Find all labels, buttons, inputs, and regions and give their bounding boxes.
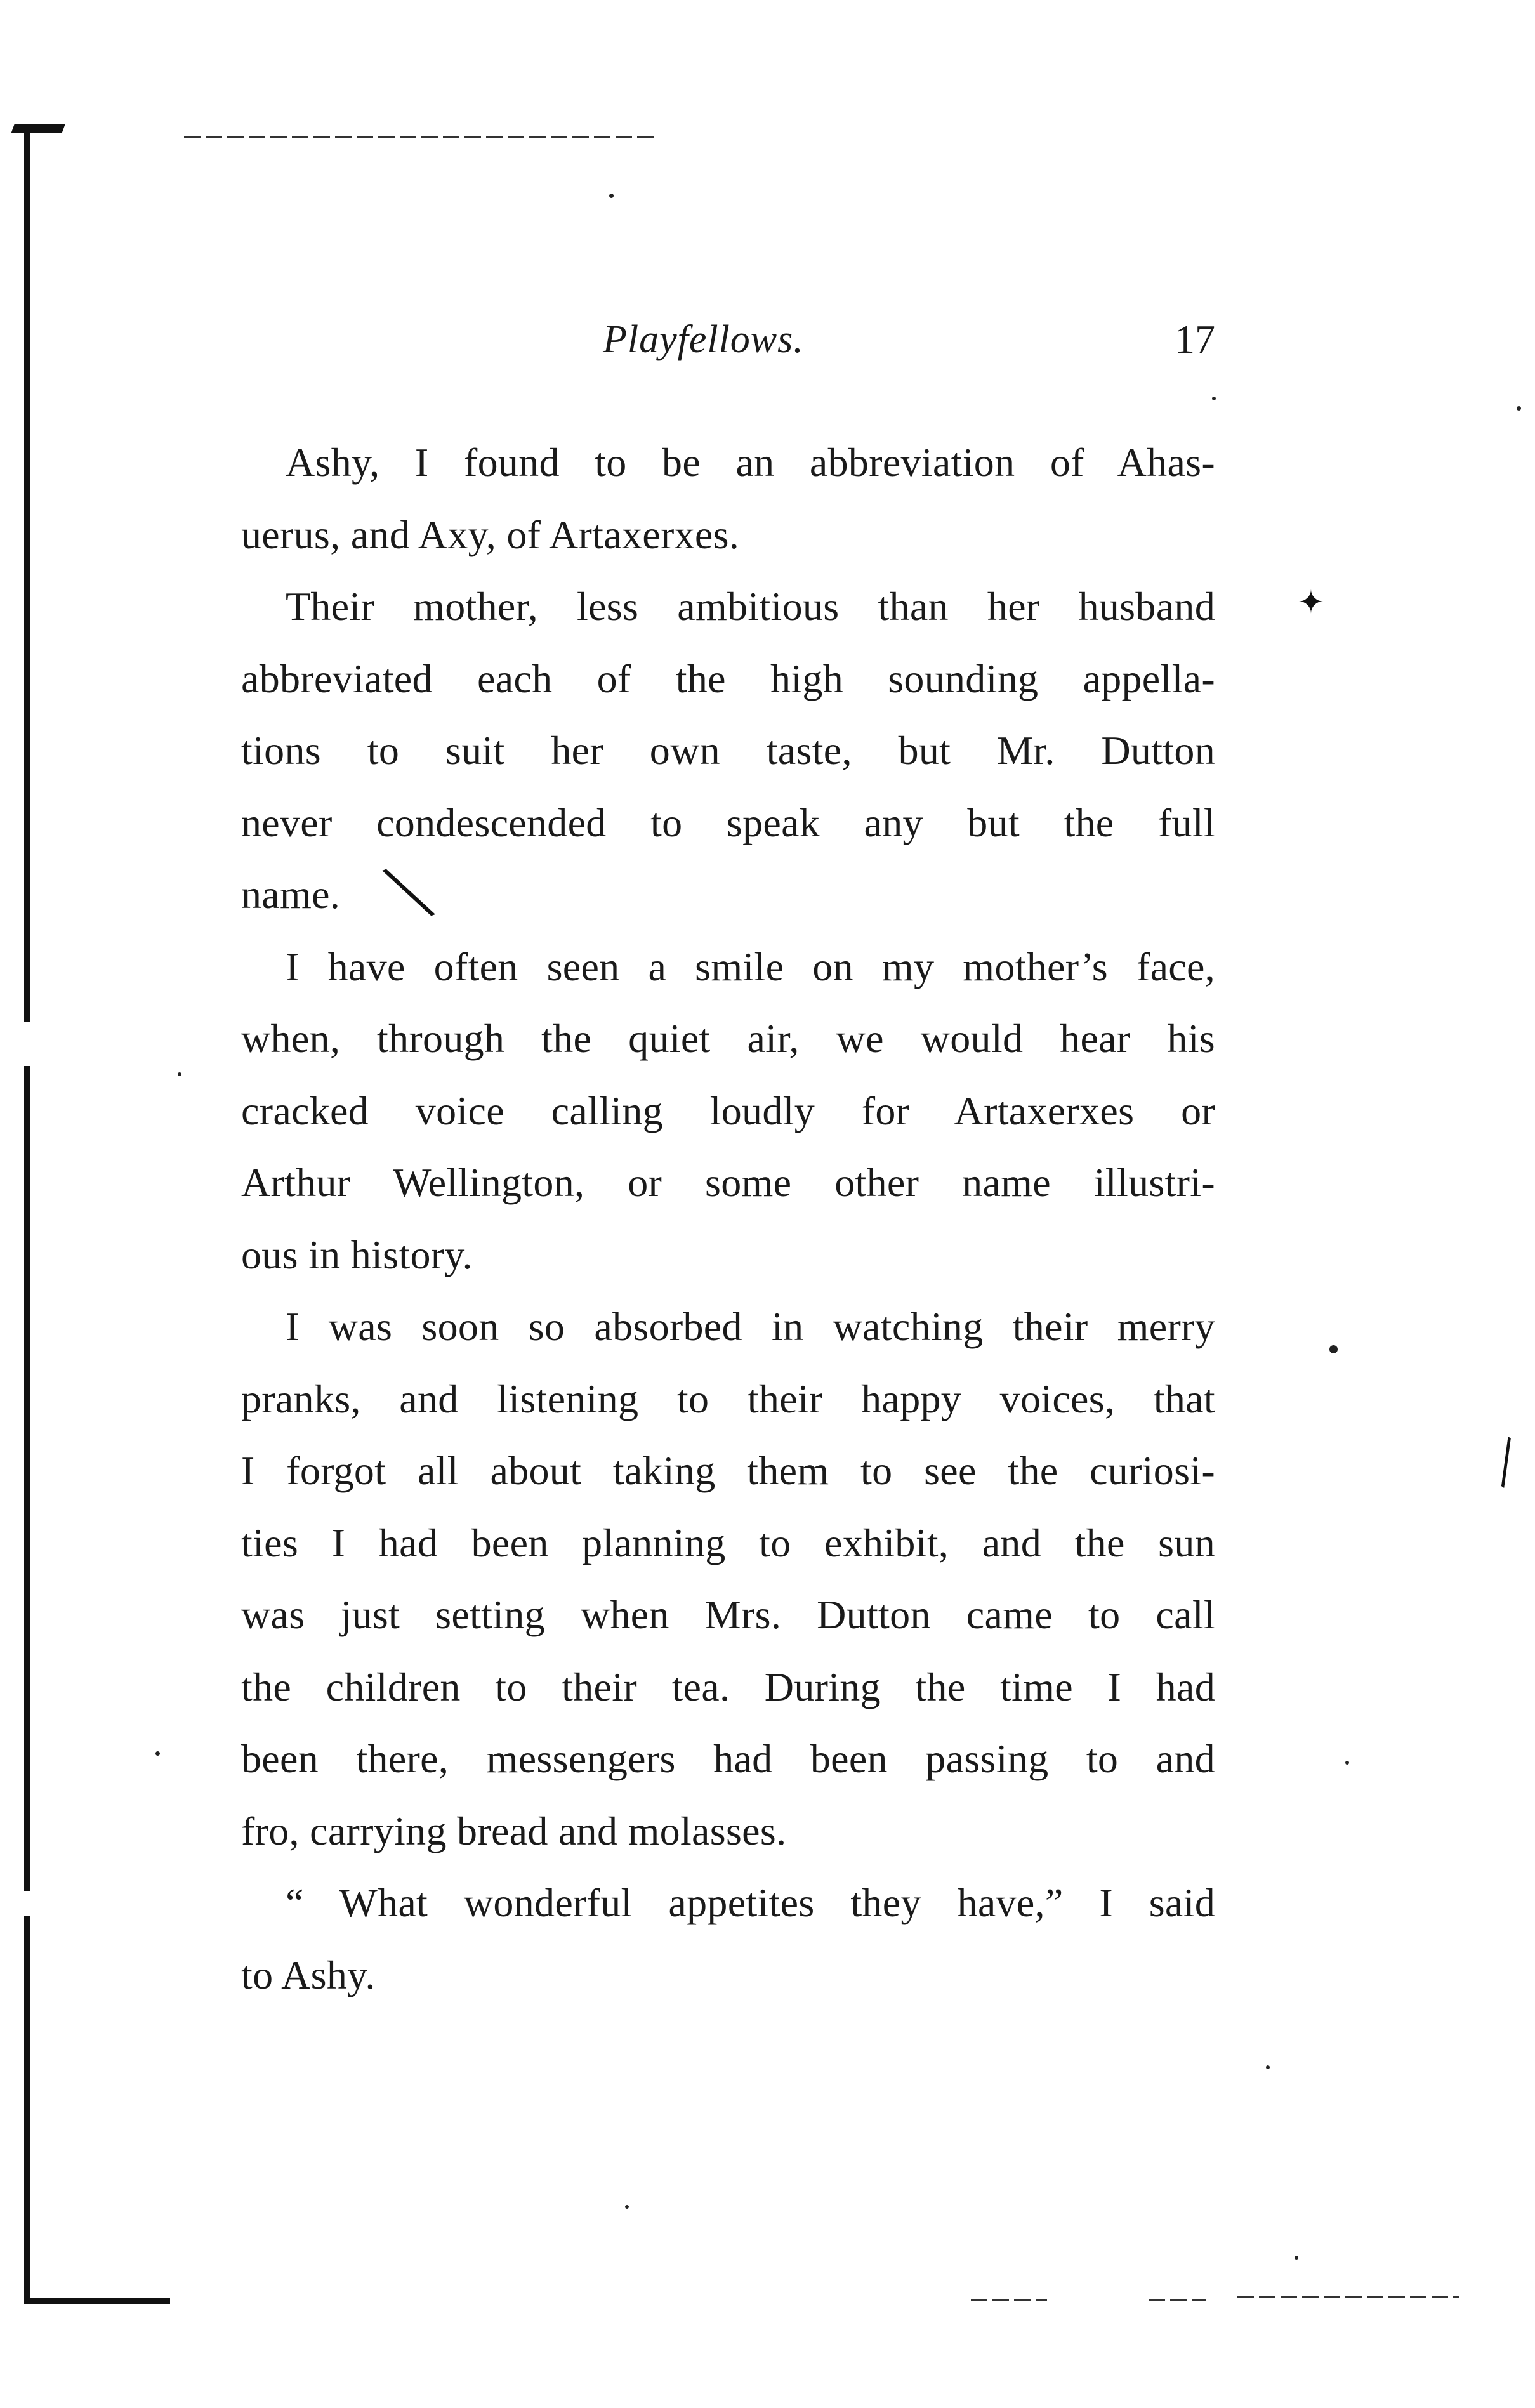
- text-line: “ What wonderful appetites they have,” I said: [286, 1880, 1215, 1925]
- binding-edge-top: [11, 124, 65, 133]
- text-line: uerus, and Axy, of Artaxerxes.: [241, 511, 740, 557]
- speck: [178, 1072, 181, 1076]
- text-line: name.: [241, 872, 341, 917]
- speck: [1345, 1761, 1349, 1765]
- running-head: [241, 311, 1215, 368]
- top-rule: [184, 136, 654, 138]
- ink-stroke-mark: ╲: [384, 859, 433, 926]
- speck: [1212, 397, 1216, 400]
- text-line: I have often seen a smile on my mother’s face,: [286, 944, 1215, 989]
- binding-edge-bottom: [24, 2298, 170, 2304]
- speck: [155, 1751, 160, 1756]
- bottom-rule-segment: [1237, 2296, 1459, 2298]
- speck: [1517, 406, 1521, 411]
- page-number: 17: [1175, 317, 1215, 362]
- running-title: Playfellows.: [603, 318, 804, 361]
- bottom-rule-segment: [1149, 2299, 1206, 2301]
- bottom-rule-segment: [971, 2299, 1047, 2301]
- speck: [625, 2205, 629, 2209]
- binding-edge-gap: [22, 1022, 33, 1066]
- ink-stroke-mark: ╲: [1484, 1437, 1528, 1488]
- text-line: abbreviated each of the high sounding appella-: [241, 655, 1215, 701]
- text-line: Their mother, less ambitious than her husband: [286, 584, 1215, 629]
- text-line: ous in history.: [241, 1232, 473, 1277]
- text-line: cracked voice calling loudly for Artaxerxes or: [241, 1088, 1215, 1133]
- text-line: Arthur Wellington, or some other name illustri-: [241, 1160, 1215, 1205]
- text-line: was just setting when Mrs. Dutton came to call: [241, 1592, 1215, 1637]
- speck: [1329, 1345, 1338, 1353]
- text-line: I forgot all about taking them to see the curiosi-: [241, 1448, 1215, 1493]
- text-line: when, through the quiet air, we would hear his: [241, 1016, 1215, 1061]
- text-line: pranks, and listening to their happy voices, that: [241, 1376, 1215, 1421]
- speck: [1295, 2256, 1298, 2260]
- text-line: been there, messengers had been passing to and: [241, 1736, 1215, 1781]
- ink-blot-mark: ✦: [1298, 584, 1324, 621]
- text-line: the children to their tea. During the time I had: [241, 1664, 1215, 1709]
- text-line: ties I had been planning to exhibit, and the sun: [241, 1520, 1215, 1565]
- text-line: tions to suit her own taste, but Mr. Dutton: [241, 728, 1215, 773]
- text-line: Ashy, I found to be an abbreviation of Ahas-: [286, 440, 1215, 485]
- speck: [1266, 2065, 1270, 2069]
- speck: [609, 194, 614, 198]
- body-text: [241, 426, 1215, 2011]
- text-line: to Ashy.: [241, 1952, 376, 1997]
- text-line: fro, carrying bread and molasses.: [241, 1808, 787, 1853]
- text-line: I was soon so absorbed in watching their merry: [286, 1304, 1215, 1349]
- binding-edge-gap: [22, 1891, 33, 1916]
- binding-edge: [24, 130, 30, 2300]
- text-line: never condescended to speak any but the full: [241, 799, 1215, 845]
